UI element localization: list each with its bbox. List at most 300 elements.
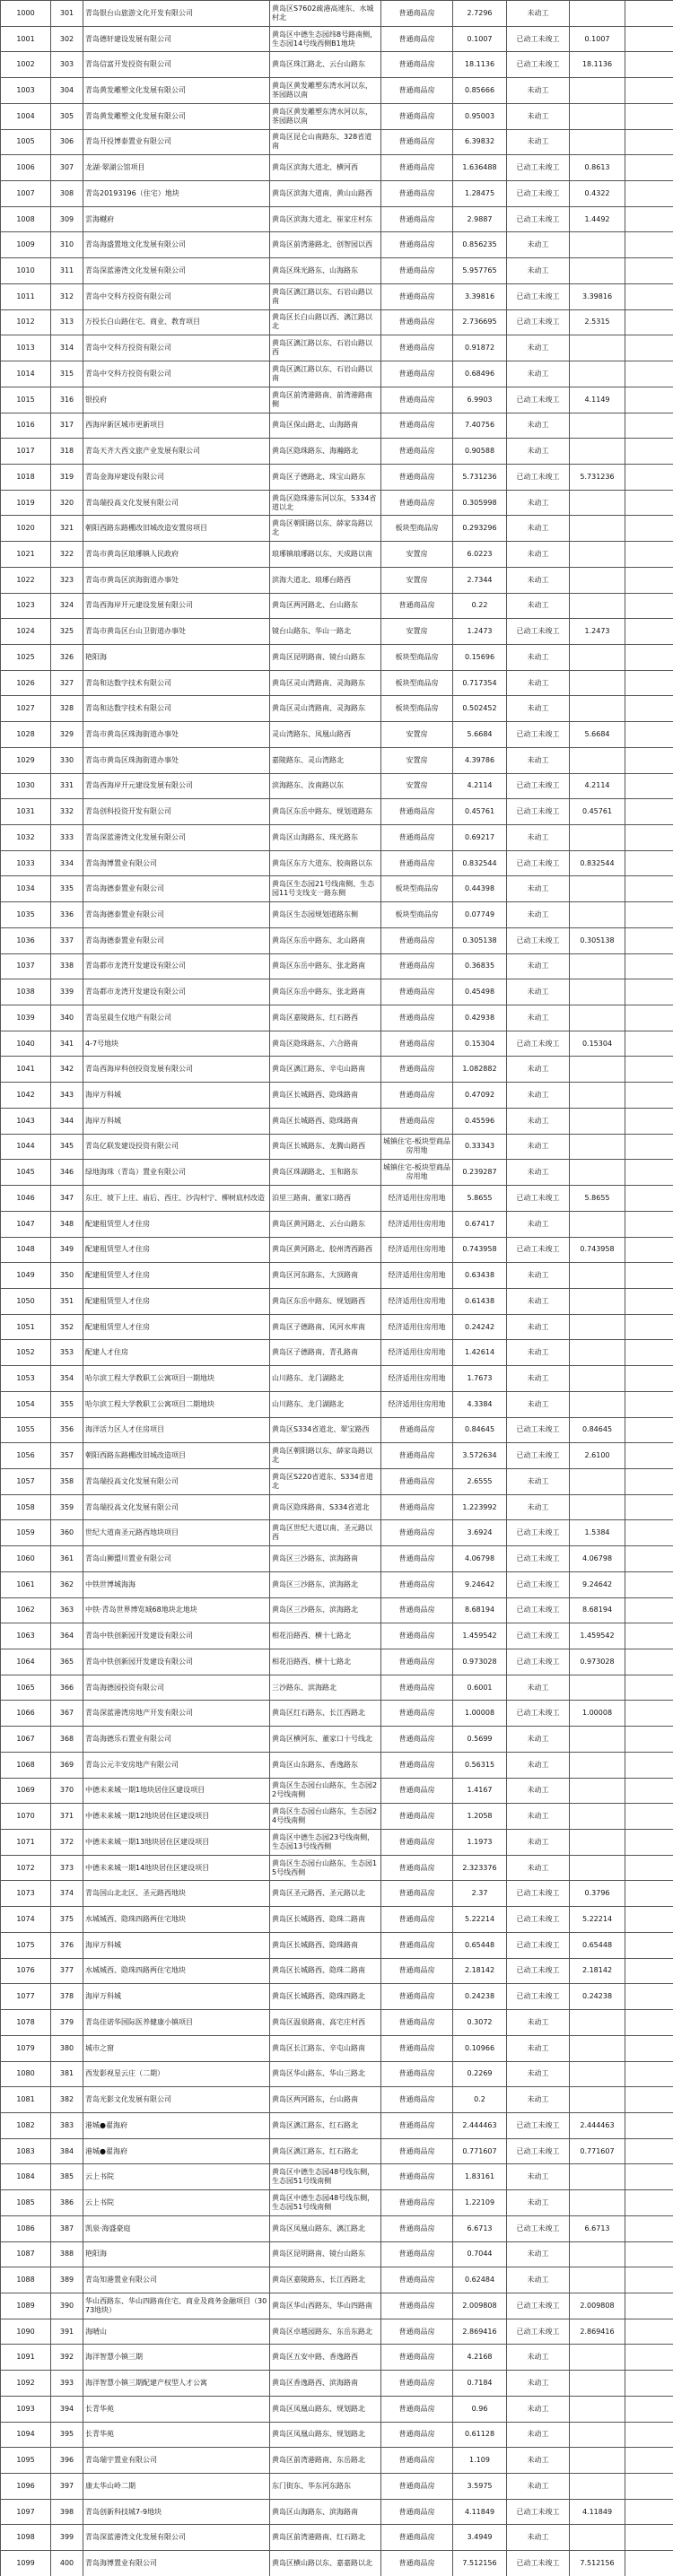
- built-area-cell: 0.15304: [570, 1031, 625, 1057]
- table-row: [1, 2215, 673, 2241]
- project-name-cell: 凯泉·海盛豪庭: [83, 2215, 270, 2241]
- location-cell: 黄岛区东岳中路东、规划路西: [270, 1288, 381, 1314]
- location-cell: 黄岛区河东路东、大顶路南: [270, 1263, 381, 1289]
- number-cell: 380: [51, 2035, 83, 2061]
- table-row: [1, 1727, 673, 1753]
- status-cell: 未动工: [507, 567, 570, 593]
- usage-cell: 经济适用住房用地: [381, 1211, 453, 1237]
- location-cell: 黄岛区保山路北、山海路南: [270, 413, 381, 439]
- project-name-cell: 中德未来城一期13地块居住区建设项目: [83, 1830, 270, 1856]
- status-cell: 未动工: [507, 2422, 570, 2448]
- area-cell: 0.832544: [453, 850, 507, 876]
- note-cell: [625, 1108, 673, 1134]
- table-row: [1, 902, 673, 928]
- built-area-cell: [570, 1752, 625, 1778]
- location-cell: 镜台山路东、华山一路北: [270, 619, 381, 645]
- built-area-cell: 7.512156: [570, 2551, 625, 2576]
- status-cell: 已动工未竣工: [507, 1186, 570, 1212]
- location-cell: 灵山湾路东、凤凰山路西: [270, 722, 381, 748]
- area-cell: 4.11849: [453, 2499, 507, 2525]
- usage-cell: 普通商品房: [381, 2087, 453, 2113]
- seq-cell: 1032: [1, 825, 51, 851]
- location-cell: 黄岛区圣元路西、圣元路以北: [270, 1881, 381, 1907]
- location-cell: 黄岛区三沙路东、滨海路北: [270, 1597, 381, 1623]
- number-cell: 306: [51, 129, 83, 155]
- built-area-cell: [570, 1855, 625, 1881]
- note-cell: [625, 283, 673, 309]
- project-name-cell: 西发影视星云庄（二期）: [83, 2061, 270, 2087]
- status-cell: 已动工未竣工: [507, 1958, 570, 1984]
- number-cell: 307: [51, 155, 83, 181]
- area-cell: 2.736695: [453, 309, 507, 335]
- table-row: [1, 1932, 673, 1958]
- number-cell: 331: [51, 773, 83, 799]
- table-row: [1, 670, 673, 696]
- area-cell: 2.9887: [453, 206, 507, 232]
- table-row: [1, 953, 673, 979]
- number-cell: 386: [51, 2190, 83, 2216]
- number-cell: 328: [51, 696, 83, 722]
- usage-cell: 普通商品房: [381, 1727, 453, 1753]
- note-cell: [625, 2448, 673, 2474]
- number-cell: 384: [51, 2138, 83, 2164]
- area-cell: 4.06798: [453, 1546, 507, 1572]
- location-cell: 黄岛区中德生态园纬8号路南侧，生态园14号线西侧B1地块: [270, 26, 381, 52]
- note-cell: [625, 593, 673, 619]
- table-row: [1, 1, 673, 27]
- usage-cell: 经济适用住房用地: [381, 1237, 453, 1263]
- note-cell: [625, 1237, 673, 1263]
- note-cell: [625, 52, 673, 78]
- seq-cell: 1060: [1, 1546, 51, 1572]
- note-cell: [625, 2112, 673, 2138]
- built-area-cell: [570, 232, 625, 258]
- usage-cell: 普通商品房: [381, 26, 453, 52]
- note-cell: [625, 1932, 673, 1958]
- built-area-cell: [570, 696, 625, 722]
- note-cell: [625, 2267, 673, 2293]
- project-name-cell: 绿地海珠（青岛）置业有限公司: [83, 1160, 270, 1186]
- note-cell: [625, 1907, 673, 1933]
- project-name-cell: 青岛开投博泰置业有限公司: [83, 129, 270, 155]
- built-area-cell: 2.869416: [570, 2319, 625, 2345]
- location-cell: 相花沿路西、横十七路北: [270, 1649, 381, 1675]
- usage-cell: 普通商品房: [381, 1443, 453, 1469]
- note-cell: [625, 619, 673, 645]
- project-name-cell: 青岛都市龙湾开发建设有限公司: [83, 979, 270, 1005]
- note-cell: [625, 258, 673, 284]
- usage-cell: 普通商品房: [381, 2499, 453, 2525]
- table-row: [1, 1468, 673, 1494]
- number-cell: 378: [51, 1984, 83, 2010]
- location-cell: 相花沿路西、横十七路北: [270, 1623, 381, 1649]
- note-cell: [625, 747, 673, 773]
- usage-cell: 安置房: [381, 542, 453, 568]
- status-cell: 已动工未竣工: [507, 1546, 570, 1572]
- built-area-cell: [570, 1778, 625, 1804]
- built-area-cell: [570, 490, 625, 516]
- table-row: [1, 1830, 673, 1856]
- status-cell: 未动工: [507, 1494, 570, 1520]
- table-row: [1, 1752, 673, 1778]
- status-cell: 未动工: [507, 1263, 570, 1289]
- area-cell: 0.305998: [453, 490, 507, 516]
- location-cell: 黄岛区东岳中路东、张北路南: [270, 953, 381, 979]
- note-cell: [625, 1855, 673, 1881]
- note-cell: [625, 825, 673, 851]
- number-cell: 338: [51, 953, 83, 979]
- usage-cell: 板块型商品房: [381, 876, 453, 902]
- area-cell: 0.90588: [453, 439, 507, 465]
- project-name-cell: 海洋智慧小镇三期配建产权型人才公寓: [83, 2371, 270, 2397]
- status-cell: 已动工未竣工: [507, 2138, 570, 2164]
- status-cell: 未动工: [507, 2087, 570, 2113]
- usage-cell: 普通商品房: [381, 1417, 453, 1443]
- area-cell: 3.4949: [453, 2525, 507, 2551]
- note-cell: [625, 1288, 673, 1314]
- area-cell: 5.6684: [453, 722, 507, 748]
- project-name-cell: 水城城西、隐珠四路两住宅地块: [83, 1907, 270, 1933]
- area-cell: 8.68194: [453, 1597, 507, 1623]
- table-row: [1, 1366, 673, 1392]
- number-cell: 367: [51, 1701, 83, 1727]
- note-cell: [625, 953, 673, 979]
- seq-cell: 1047: [1, 1211, 51, 1237]
- location-cell: 黄岛区东岳中路东、规划道路东: [270, 799, 381, 825]
- area-cell: 9.24642: [453, 1571, 507, 1597]
- area-cell: 1.2058: [453, 1804, 507, 1830]
- table-row: [1, 26, 673, 52]
- seq-cell: 1063: [1, 1623, 51, 1649]
- note-cell: [625, 1186, 673, 1212]
- built-area-cell: 4.2114: [570, 773, 625, 799]
- number-cell: 344: [51, 1108, 83, 1134]
- number-cell: 383: [51, 2112, 83, 2138]
- number-cell: 350: [51, 1263, 83, 1289]
- area-cell: 0.15696: [453, 644, 507, 670]
- seq-cell: 1007: [1, 181, 51, 207]
- area-cell: 0.45761: [453, 799, 507, 825]
- note-cell: [625, 1958, 673, 1984]
- usage-cell: 普通商品房: [381, 464, 453, 490]
- area-cell: 0.6001: [453, 1675, 507, 1701]
- seq-cell: 1021: [1, 542, 51, 568]
- status-cell: 未动工: [507, 2345, 570, 2371]
- seq-cell: 1010: [1, 258, 51, 284]
- seq-cell: 1086: [1, 2215, 51, 2241]
- table-row: [1, 1057, 673, 1083]
- table-row: [1, 799, 673, 825]
- usage-cell: 板块型商品房: [381, 644, 453, 670]
- location-cell: 黄岛区滨海大道北、横河西: [270, 155, 381, 181]
- location-cell: 黄岛区子德路南、风河水库南: [270, 1314, 381, 1340]
- number-cell: 308: [51, 181, 83, 207]
- note-cell: [625, 902, 673, 928]
- status-cell: 已动工未竣工: [507, 1031, 570, 1057]
- location-cell: 黄岛区中德生态园48号线东侧，生态园51号线南侧: [270, 2164, 381, 2190]
- number-cell: 324: [51, 593, 83, 619]
- number-cell: 365: [51, 1649, 83, 1675]
- area-cell: 6.9903: [453, 387, 507, 413]
- area-cell: 1.00008: [453, 1701, 507, 1727]
- project-name-cell: 青岛中交科方投资有限公司: [83, 361, 270, 387]
- table-row: [1, 2525, 673, 2551]
- area-cell: 3.6924: [453, 1520, 507, 1546]
- built-area-cell: [570, 1057, 625, 1083]
- usage-cell: 城镇住宅-板块型商品房用地: [381, 1134, 453, 1160]
- seq-cell: 1068: [1, 1752, 51, 1778]
- number-cell: 332: [51, 799, 83, 825]
- table-row: [1, 1701, 673, 1727]
- project-name-cell: 哈尔滨工程大学教职工公寓项目二期地块: [83, 1391, 270, 1417]
- status-cell: 已动工未竣工: [507, 464, 570, 490]
- note-cell: [625, 2138, 673, 2164]
- area-cell: 0.5699: [453, 1727, 507, 1753]
- seq-cell: 1023: [1, 593, 51, 619]
- seq-cell: 1051: [1, 1314, 51, 1340]
- location-cell: 黄岛区前湾港路南、红石路北: [270, 2525, 381, 2551]
- table-row: [1, 2241, 673, 2267]
- seq-cell: 1076: [1, 1958, 51, 1984]
- number-cell: 305: [51, 103, 83, 129]
- built-area-cell: 6.6713: [570, 2215, 625, 2241]
- note-cell: [625, 1314, 673, 1340]
- project-name-cell: 青岛银台山旅游文化开发有限公司: [83, 1, 270, 27]
- status-cell: 未动工: [507, 1340, 570, 1366]
- number-cell: 339: [51, 979, 83, 1005]
- area-cell: 2.323376: [453, 1855, 507, 1881]
- usage-cell: 普通商品房: [381, 1571, 453, 1597]
- status-cell: 未动工: [507, 953, 570, 979]
- note-cell: [625, 1340, 673, 1366]
- table-row: [1, 1778, 673, 1804]
- built-area-cell: 5.8655: [570, 1186, 625, 1212]
- seq-cell: 1073: [1, 1881, 51, 1907]
- status-cell: 已动工未竣工: [507, 1701, 570, 1727]
- usage-cell: 普通商品房: [381, 206, 453, 232]
- usage-cell: 普通商品房: [381, 309, 453, 335]
- status-cell: 未动工: [507, 1675, 570, 1701]
- built-area-cell: [570, 825, 625, 851]
- usage-cell: 普通商品房: [381, 1546, 453, 1572]
- note-cell: [625, 2499, 673, 2525]
- location-cell: 黄岛区香逸路西、滨海路南: [270, 2371, 381, 2397]
- usage-cell: 普通商品房: [381, 335, 453, 361]
- built-area-cell: [570, 258, 625, 284]
- area-cell: 7.40756: [453, 413, 507, 439]
- note-cell: [625, 979, 673, 1005]
- built-area-cell: 8.68194: [570, 1597, 625, 1623]
- built-area-cell: [570, 542, 625, 568]
- seq-cell: 1053: [1, 1366, 51, 1392]
- number-cell: 326: [51, 644, 83, 670]
- location-cell: 黄岛区S7602疏港高速东、水城村北: [270, 1, 381, 27]
- status-cell: 已动工未竣工: [507, 1520, 570, 1546]
- number-cell: 352: [51, 1314, 83, 1340]
- project-name-cell: 青岛市黄岛区珠海街道办事处: [83, 747, 270, 773]
- built-area-cell: 2.5315: [570, 309, 625, 335]
- area-cell: 2.18142: [453, 1958, 507, 1984]
- usage-cell: 普通商品房: [381, 490, 453, 516]
- area-cell: 0.95003: [453, 103, 507, 129]
- seq-cell: 1017: [1, 439, 51, 465]
- location-cell: 黄岛区昆明路南、镜台山路东: [270, 644, 381, 670]
- table-row: [1, 2422, 673, 2448]
- built-area-cell: [570, 2474, 625, 2500]
- status-cell: 未动工: [507, 490, 570, 516]
- location-cell: 黄岛区两河路东，台山路南: [270, 2087, 381, 2113]
- status-cell: 已动工未竣工: [507, 1237, 570, 1263]
- table-row: [1, 2190, 673, 2216]
- location-cell: 黄岛区隐珠路东、六合路南: [270, 1031, 381, 1057]
- location-cell: 泊里三路南、董家口路西: [270, 1186, 381, 1212]
- usage-cell: 普通商品房: [381, 232, 453, 258]
- number-cell: 347: [51, 1186, 83, 1212]
- built-area-cell: [570, 2345, 625, 2371]
- note-cell: [625, 1727, 673, 1753]
- seq-cell: 1015: [1, 387, 51, 413]
- status-cell: 未动工: [507, 1468, 570, 1494]
- built-area-cell: 3.39816: [570, 283, 625, 309]
- location-cell: 滨海路东、汝南路以东: [270, 773, 381, 799]
- number-cell: 314: [51, 335, 83, 361]
- project-name-cell: 4-7号地块: [83, 1031, 270, 1057]
- number-cell: 335: [51, 876, 83, 902]
- location-cell: 黄岛区朝阳路以东、薛家岛路以北: [270, 516, 381, 542]
- area-cell: 3.39816: [453, 283, 507, 309]
- table-row: [1, 1804, 673, 1830]
- status-cell: 未动工: [507, 876, 570, 902]
- usage-cell: 普通商品房: [381, 850, 453, 876]
- number-cell: 333: [51, 825, 83, 851]
- usage-cell: 普通商品房: [381, 2215, 453, 2241]
- note-cell: [625, 1804, 673, 1830]
- note-cell: [625, 129, 673, 155]
- project-name-cell: 银投府: [83, 387, 270, 413]
- usage-cell: 普通商品房: [381, 78, 453, 104]
- usage-cell: 普通商品房: [381, 2371, 453, 2397]
- usage-cell: 普通商品房: [381, 1958, 453, 1984]
- seq-cell: 1090: [1, 2319, 51, 2345]
- area-cell: 0.69217: [453, 825, 507, 851]
- project-name-cell: 青岛中交科方投资有限公司: [83, 335, 270, 361]
- seq-cell: 1062: [1, 1597, 51, 1623]
- number-cell: 374: [51, 1881, 83, 1907]
- area-cell: 1.2473: [453, 619, 507, 645]
- location-cell: 黄岛区长城路西、隐珠二路南: [270, 1907, 381, 1933]
- area-cell: 0.7044: [453, 2241, 507, 2267]
- usage-cell: 经济适用住房用地: [381, 1314, 453, 1340]
- status-cell: 已动工未竣工: [507, 1417, 570, 1443]
- seq-cell: 1018: [1, 464, 51, 490]
- location-cell: 黄岛区昆仑山南路东、328省道南: [270, 129, 381, 155]
- note-cell: [625, 670, 673, 696]
- status-cell: 未动工: [507, 542, 570, 568]
- table-row: [1, 722, 673, 748]
- usage-cell: 普通商品房: [381, 2551, 453, 2576]
- area-cell: 4.2168: [453, 2345, 507, 2371]
- area-cell: 0.22: [453, 593, 507, 619]
- table-row: [1, 2138, 673, 2164]
- note-cell: [625, 2396, 673, 2422]
- location-cell: 黄岛区昆明路南、镜台山路东: [270, 2241, 381, 2267]
- built-area-cell: 1.4492: [570, 206, 625, 232]
- number-cell: 390: [51, 2293, 83, 2319]
- seq-cell: 1001: [1, 26, 51, 52]
- status-cell: 未动工: [507, 2525, 570, 2551]
- location-cell: 黄岛区子德路北、珠宝山路东: [270, 464, 381, 490]
- area-cell: 0.15304: [453, 1031, 507, 1057]
- built-area-cell: [570, 979, 625, 1005]
- built-area-cell: [570, 644, 625, 670]
- number-cell: 325: [51, 619, 83, 645]
- project-name-cell: 海洋智慧小镇三期: [83, 2345, 270, 2371]
- built-area-cell: 0.84645: [570, 1417, 625, 1443]
- seq-cell: 1052: [1, 1340, 51, 1366]
- location-cell: 黄岛区山东路东、香逸路东: [270, 1752, 381, 1778]
- usage-cell: 普通商品房: [381, 181, 453, 207]
- status-cell: 未动工: [507, 2267, 570, 2293]
- usage-cell: 普通商品房: [381, 283, 453, 309]
- table-row: [1, 490, 673, 516]
- note-cell: [625, 2371, 673, 2397]
- seq-cell: 1041: [1, 1057, 51, 1083]
- status-cell: 未动工: [507, 413, 570, 439]
- status-cell: 已动工未竣工: [507, 283, 570, 309]
- built-area-cell: [570, 1366, 625, 1392]
- built-area-cell: [570, 1, 625, 27]
- seq-cell: 1082: [1, 2112, 51, 2138]
- usage-cell: 普通商品房: [381, 387, 453, 413]
- usage-cell: 普通商品房: [381, 1005, 453, 1031]
- area-cell: 2.444463: [453, 2112, 507, 2138]
- table-row: [1, 103, 673, 129]
- location-cell: 黄岛区漓江路东、辛屯山路南: [270, 1057, 381, 1083]
- project-name-cell: 海岸万科城: [83, 1984, 270, 2010]
- project-name-cell: 长青华苑: [83, 2422, 270, 2448]
- number-cell: 309: [51, 206, 83, 232]
- location-cell: 黄岛区朝阳路以东、薛家岛路以北: [270, 1443, 381, 1469]
- status-cell: 已动工未竣工: [507, 2551, 570, 2576]
- table-row: [1, 258, 673, 284]
- usage-cell: 经济适用住房用地: [381, 1391, 453, 1417]
- status-cell: 未动工: [507, 1288, 570, 1314]
- built-area-cell: 0.3796: [570, 1881, 625, 1907]
- seq-cell: 1022: [1, 567, 51, 593]
- usage-cell: 板块型商品房: [381, 516, 453, 542]
- table-row: [1, 2371, 673, 2397]
- status-cell: 已动工未竣工: [507, 722, 570, 748]
- project-name-cell: 青岛市黄岛区滨海街道办事处: [83, 567, 270, 593]
- table-row: [1, 1288, 673, 1314]
- note-cell: [625, 1649, 673, 1675]
- note-cell: [625, 1031, 673, 1057]
- area-cell: 0.856235: [453, 232, 507, 258]
- status-cell: 未动工: [507, 1211, 570, 1237]
- table-row: [1, 335, 673, 361]
- area-cell: 1.22109: [453, 2190, 507, 2216]
- project-name-cell: 青岛深蓝港湾文化发展有限公司: [83, 258, 270, 284]
- note-cell: [625, 2010, 673, 2036]
- number-cell: 341: [51, 1031, 83, 1057]
- location-cell: 黄岛区东岳中路东、张北路南: [270, 979, 381, 1005]
- area-cell: 0.7184: [453, 2371, 507, 2397]
- area-cell: 2.37: [453, 1881, 507, 1907]
- project-name-cell: 配建人才住房: [83, 1340, 270, 1366]
- area-cell: 1.42614: [453, 1340, 507, 1366]
- table-row: [1, 1031, 673, 1057]
- status-cell: 未动工: [507, 516, 570, 542]
